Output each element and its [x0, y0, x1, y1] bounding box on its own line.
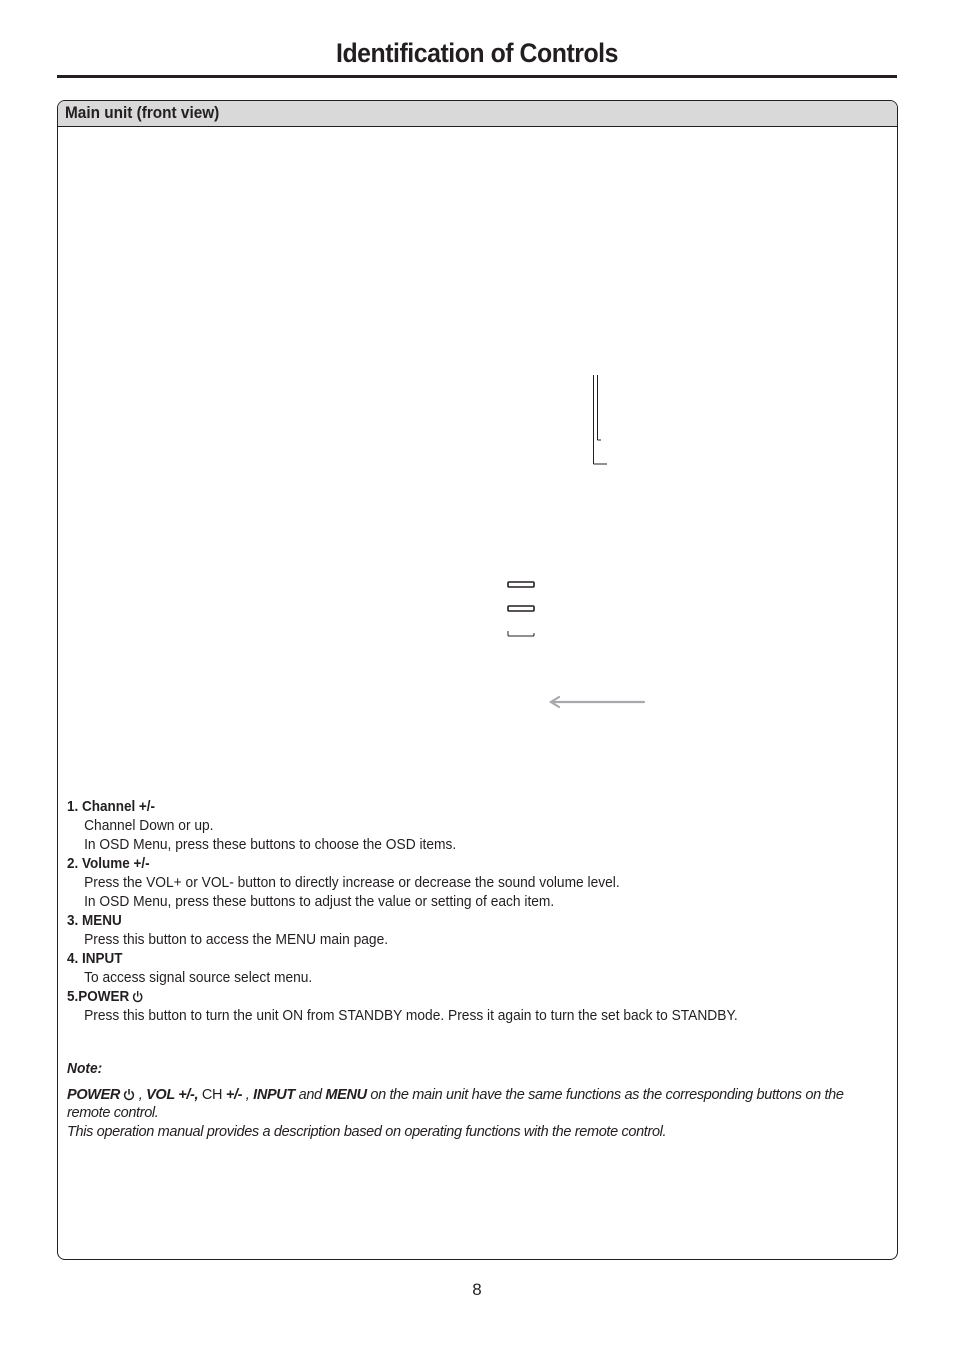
note-ch-pm: +/-: [225, 1086, 243, 1103]
control-item-volume: [67, 855, 887, 912]
control-description: Press this button to turn the unit ON from STANDBY mode. Press it again to turn the set back to STANDBY.: [84, 1008, 738, 1024]
control-title: 2. Volume +/-: [67, 856, 150, 872]
control-title: 1. Channel +/-: [67, 799, 156, 815]
control-item-input: [67, 950, 887, 988]
control-description: In OSD Menu, press these buttons to choose the OSD items.: [84, 837, 457, 853]
control-description: Press this button to access the MENU main page.: [84, 932, 389, 948]
arrow-left-icon: [551, 697, 644, 707]
note-ch: CH: [198, 1086, 226, 1103]
control-description: To access signal source select menu.: [84, 970, 313, 986]
control-title: [67, 988, 830, 1007]
note-heading: Note:: [67, 1061, 103, 1077]
note-line-2: This operation manual provides a description based on operating functions with the remote control.: [67, 1123, 667, 1140]
front-button-3: [508, 631, 534, 636]
control-title: 4. INPUT: [67, 951, 123, 967]
note-menu: MENU: [325, 1086, 367, 1103]
page-title: Identification of Controls: [336, 38, 618, 68]
front-button-1: [508, 582, 534, 587]
note-separator: ,: [135, 1086, 147, 1103]
control-description: Press the VOL+ or VOL- button to directly increase or decrease the sound volume level.: [84, 875, 620, 891]
note-paragraph: [67, 1086, 882, 1123]
note-power: POWER: [67, 1086, 121, 1103]
note-vol: VOL +/-,: [146, 1086, 199, 1103]
control-item-menu: [67, 912, 887, 950]
panel-edge-lines: [594, 375, 608, 464]
front-button-2: [508, 606, 534, 611]
control-title-text: 5.POWER: [67, 989, 130, 1005]
note-block: [67, 1060, 882, 1141]
control-item-power: [67, 988, 887, 1026]
note-separator: ,: [242, 1086, 254, 1103]
control-description: Channel Down or up.: [84, 818, 214, 834]
control-item-channel: [67, 798, 887, 855]
page-number: 8: [472, 1280, 482, 1299]
control-description: In OSD Menu, press these buttons to adjust the value or setting of each item.: [84, 894, 555, 910]
note-input: INPUT: [253, 1086, 295, 1103]
power-icon: [132, 990, 143, 1003]
controls-list: [67, 798, 887, 1026]
power-icon: [123, 1088, 135, 1101]
section-header-label: Main unit (front view): [65, 104, 220, 122]
control-title: 3. MENU: [67, 913, 122, 929]
note-and: and: [294, 1086, 326, 1103]
note-rest: on the main unit have the same functions as the corresponding buttons on the remote control.: [67, 1086, 844, 1121]
